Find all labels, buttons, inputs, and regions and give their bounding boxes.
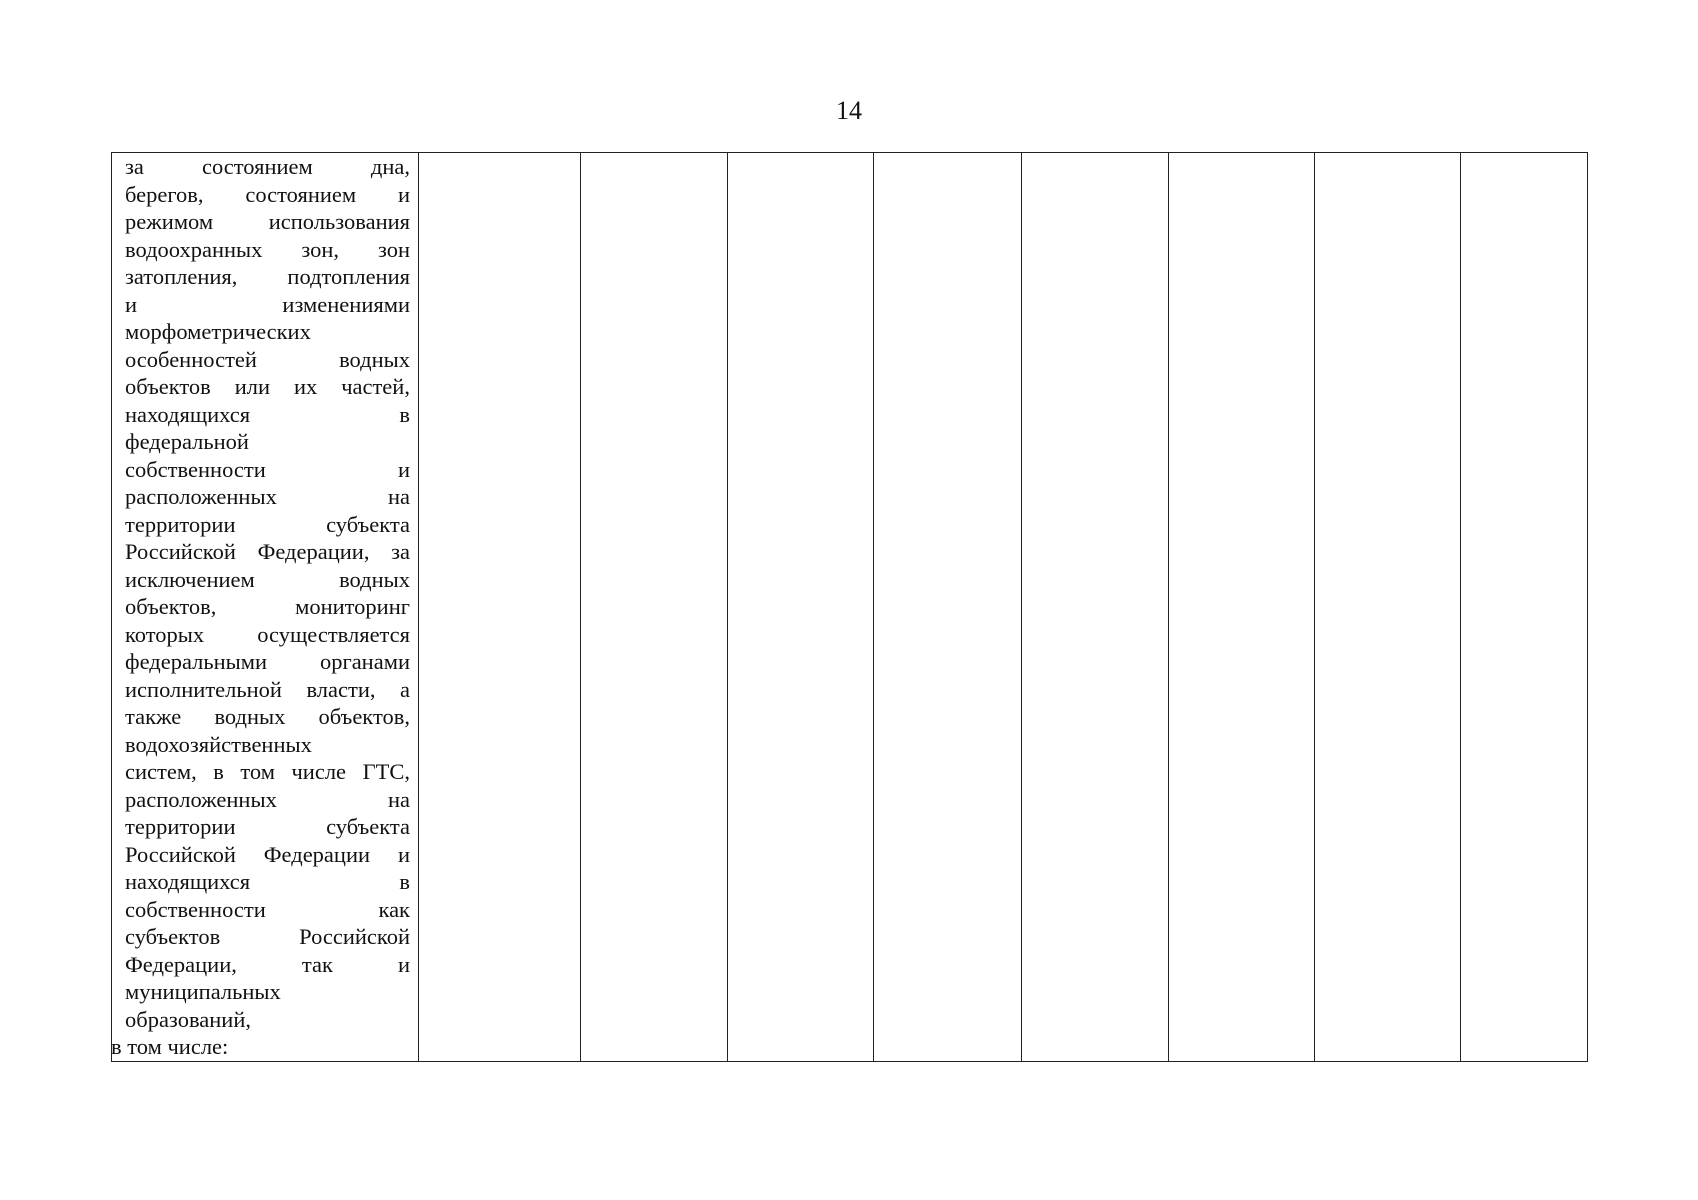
text-line [125,511,410,539]
word: водохозяйственных [125,731,312,757]
empty-cell [1461,153,1588,1062]
word: водных [339,346,410,372]
word: находящихся [125,869,251,894]
word: мониторинг [295,594,410,619]
word: и [125,291,138,317]
word: числе [291,759,347,784]
text-line [125,538,410,566]
word: в [399,869,410,894]
word: за [391,539,410,564]
word: федеральной [125,429,249,454]
text-line [125,401,410,429]
word: на [387,484,410,509]
word: водоохранных [125,236,263,262]
text-line [125,786,410,814]
word: Российской [299,924,410,949]
text-line [125,263,410,291]
text-line [125,648,410,676]
empty-cell [1169,153,1315,1062]
word: за [125,154,144,179]
word: так [301,951,333,977]
word: объектов, [318,704,410,729]
word: объектов, [125,594,217,619]
word: субъекта [326,511,410,537]
description-cell [112,153,419,1062]
word: и [397,181,410,207]
word: водных [339,566,410,592]
text-line [125,456,410,484]
word: Федерации [263,841,371,867]
word: частей, [341,374,410,399]
word: подтопления [287,264,410,289]
text-line [125,181,410,209]
text-line [125,593,410,621]
text-line [125,923,410,951]
word: которых [125,621,205,647]
word: объектов [125,374,211,399]
text-line [125,428,410,456]
empty-cell [874,153,1022,1062]
text-line [125,318,410,346]
word: в [213,759,224,784]
word: Российской [125,841,236,867]
text-line [125,621,410,649]
text-line [125,896,410,924]
word: в [399,401,410,427]
empty-cell [1315,153,1461,1062]
text-line [125,291,410,319]
word: как [378,896,410,922]
word: субъектов [125,924,221,949]
word: находящихся [125,401,251,427]
word: собственности [125,896,266,922]
empty-cell [419,153,581,1062]
word: и [397,951,410,977]
text-line [125,373,410,401]
word: также [125,704,182,729]
word: Российской [125,539,236,564]
text-line [125,813,410,841]
text-line [125,153,410,181]
word: зон, [301,236,340,262]
text-line [125,951,410,979]
word: систем, [125,759,197,784]
empty-cell [1022,153,1169,1062]
word: изменениями [282,291,410,317]
word: морфометрических [125,319,311,344]
word: а [399,676,410,702]
text-line [125,1006,410,1034]
word: использования [268,209,410,234]
text-line [125,868,410,896]
text-line [111,1033,410,1061]
word: органами [319,649,410,674]
word: муниципальных [125,979,281,1004]
word: расположенных [125,786,277,812]
word: особенностей [125,346,257,372]
word: или [234,374,271,399]
word: федеральными [125,649,268,674]
word: и [397,456,410,482]
text-line [125,731,410,759]
word: субъекта [326,814,410,839]
word: том [240,759,275,784]
text-line [125,566,410,594]
text-line [125,483,410,511]
word: зон [377,236,410,262]
word: берегов, [125,181,204,207]
word: в том числе: [111,1034,229,1059]
word: состоянием [201,154,313,179]
word: исключением [125,566,255,592]
word: режимом [125,209,214,234]
word: собственности [125,456,266,482]
word: образований, [125,1006,252,1032]
word: власти, [306,676,376,702]
text-line [125,676,410,704]
word: и [397,841,410,867]
table-row [112,153,1588,1062]
text-line [125,236,410,264]
word: осуществляется [257,621,410,647]
word: ГТС, [362,759,410,784]
word: состоянием [245,181,357,207]
word: дна, [370,154,410,179]
word: их [293,374,318,399]
text-line [125,346,410,374]
word: территории [125,511,236,537]
word: Федерации, [257,539,370,564]
word: на [387,786,410,812]
empty-cell [728,153,874,1062]
word: затопления, [125,264,238,289]
text-line [125,978,410,1006]
word: расположенных [125,484,277,509]
word: исполнительной [125,676,282,702]
empty-cell [581,153,728,1062]
word: территории [125,814,236,839]
page-number: 14 [836,96,862,125]
text-line [125,758,410,786]
text-line [125,841,410,869]
text-line [125,703,410,731]
data-table [111,152,1588,1062]
word: водных [214,704,286,729]
word: Федерации, [125,951,237,977]
text-line [125,208,410,236]
